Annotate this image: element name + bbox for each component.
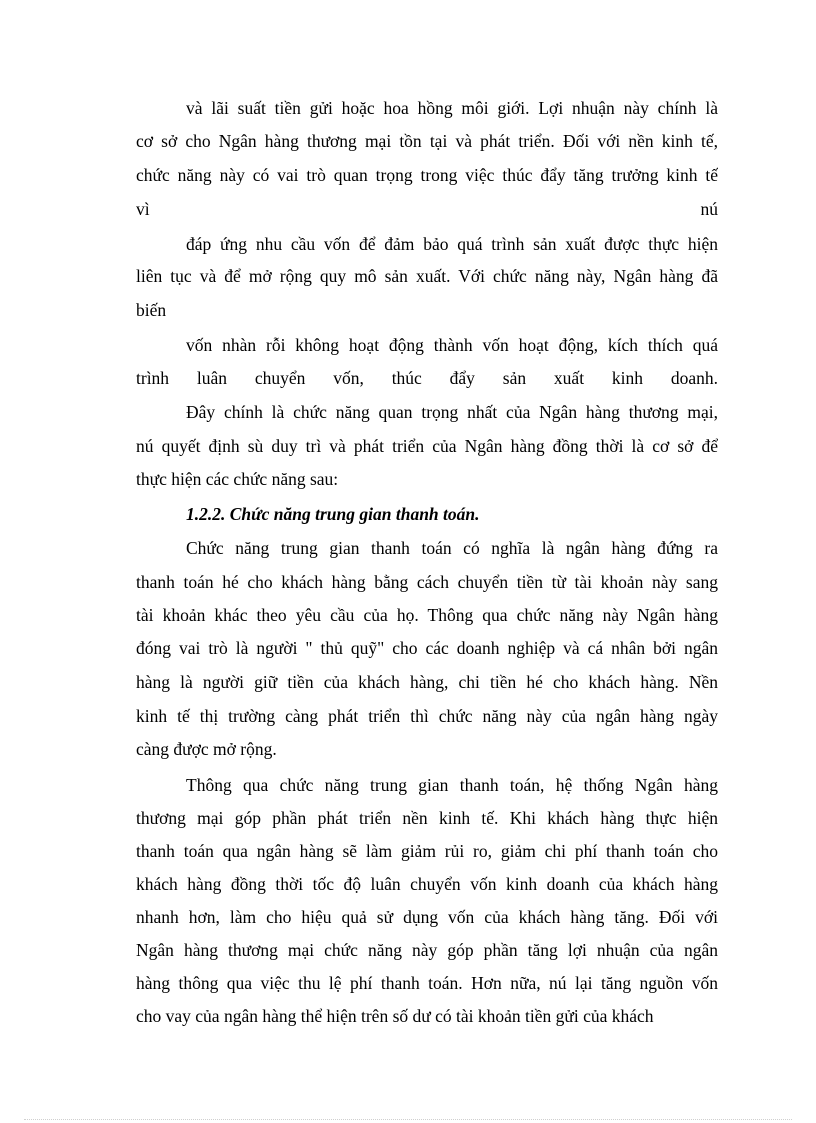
text-line: Chức năng trung gian thanh toán có nghĩa là ngân hàng đứng ra [186,538,718,558]
text-line: cơ sở cho Ngân hàng thương mại tồn tại và phát triển. Đối với nền kinh tế, [136,131,718,151]
text-fragment: vì [136,199,150,219]
text-line: tài khoản khác theo yêu cầu của họ. Thông qua chức năng này Ngân hàng [136,605,718,625]
text-line: hàng là người giữ tiền của khách hàng, chi tiền hé cho khách hàng. Nền [136,672,718,692]
text-line: nhanh hơn, làm cho hiệu quả sử dụng vốn của khách hàng tăng. Đối với [136,907,718,927]
page-bottom-dotted-rule [24,1119,792,1120]
text-line: biến [136,300,167,320]
text-line: và lãi suất tiền gửi hoặc hoa hồng môi giới. Lợi nhuận này chính là [186,98,718,118]
text-fragment: nú [700,199,718,219]
text-line: cho vay của ngân hàng thể hiện trên số dư có tài khoản tiền gửi của khách [136,1006,654,1026]
text-line: Đây chính là chức năng quan trọng nhất của Ngân hàng thương mại, [186,402,718,422]
text-line: kinh tế thị trường càng phát triển thì chức năng này của ngân hàng ngày [136,706,718,726]
text-line: chức năng này có vai trò quan trọng trong việc thúc đẩy tăng trưởng kinh tế [136,165,718,185]
text-line: vốn nhàn rỗi không hoạt động thành vốn hoạt động, kích thích quá [186,335,718,355]
text-line: đáp ứng nhu cầu vốn để đảm bảo quá trình sản xuất được thực hiện [186,234,718,254]
text-line: nú quyết định sù duy trì và phát triển của Ngân hàng đồng thời là cơ sở để [136,436,718,456]
text-line: đóng vai trò là người " thủ quỹ" cho các doanh nghiệp và cá nhân bởi ngân [136,638,718,658]
text-line: liên tục và để mở rộng quy mô sản xuất. Với chức năng này, Ngân hàng đã [136,266,718,286]
text-line: càng được mở rộng. [136,739,277,759]
text-line: thanh toán qua ngân hàng sẽ làm giảm rủi ro, giảm chi phí thanh toán cho [136,841,718,861]
text-line: thanh toán hé cho khách hàng bằng cách chuyển tiền từ tài khoản này sang [136,572,718,592]
text-line: trình luân chuyển vốn, thúc đẩy sản xuất kinh doanh. [136,368,718,388]
text-line: Ngân hàng thương mại chức năng này góp phần tăng lợi nhuận của ngân [136,940,718,960]
text-line: thực hiện các chức năng sau: [136,469,339,489]
text-line: hàng thông qua việc thu lệ phí thanh toán. Hơn nữa, nú lại tăng nguồn vốn [136,973,718,993]
section-heading: 1.2.2. Chức năng trung gian thanh toán. [186,504,480,524]
text-line: Thông qua chức năng trung gian thanh toán, hệ thống Ngân hàng [186,775,718,795]
text-line: thương mại góp phần phát triển nền kinh tế. Khi khách hàng thực hiện [136,808,718,828]
text-line-split [136,198,718,220]
text-line: khách hàng đồng thời tốc độ luân chuyển vốn kinh doanh của khách hàng [136,874,718,894]
